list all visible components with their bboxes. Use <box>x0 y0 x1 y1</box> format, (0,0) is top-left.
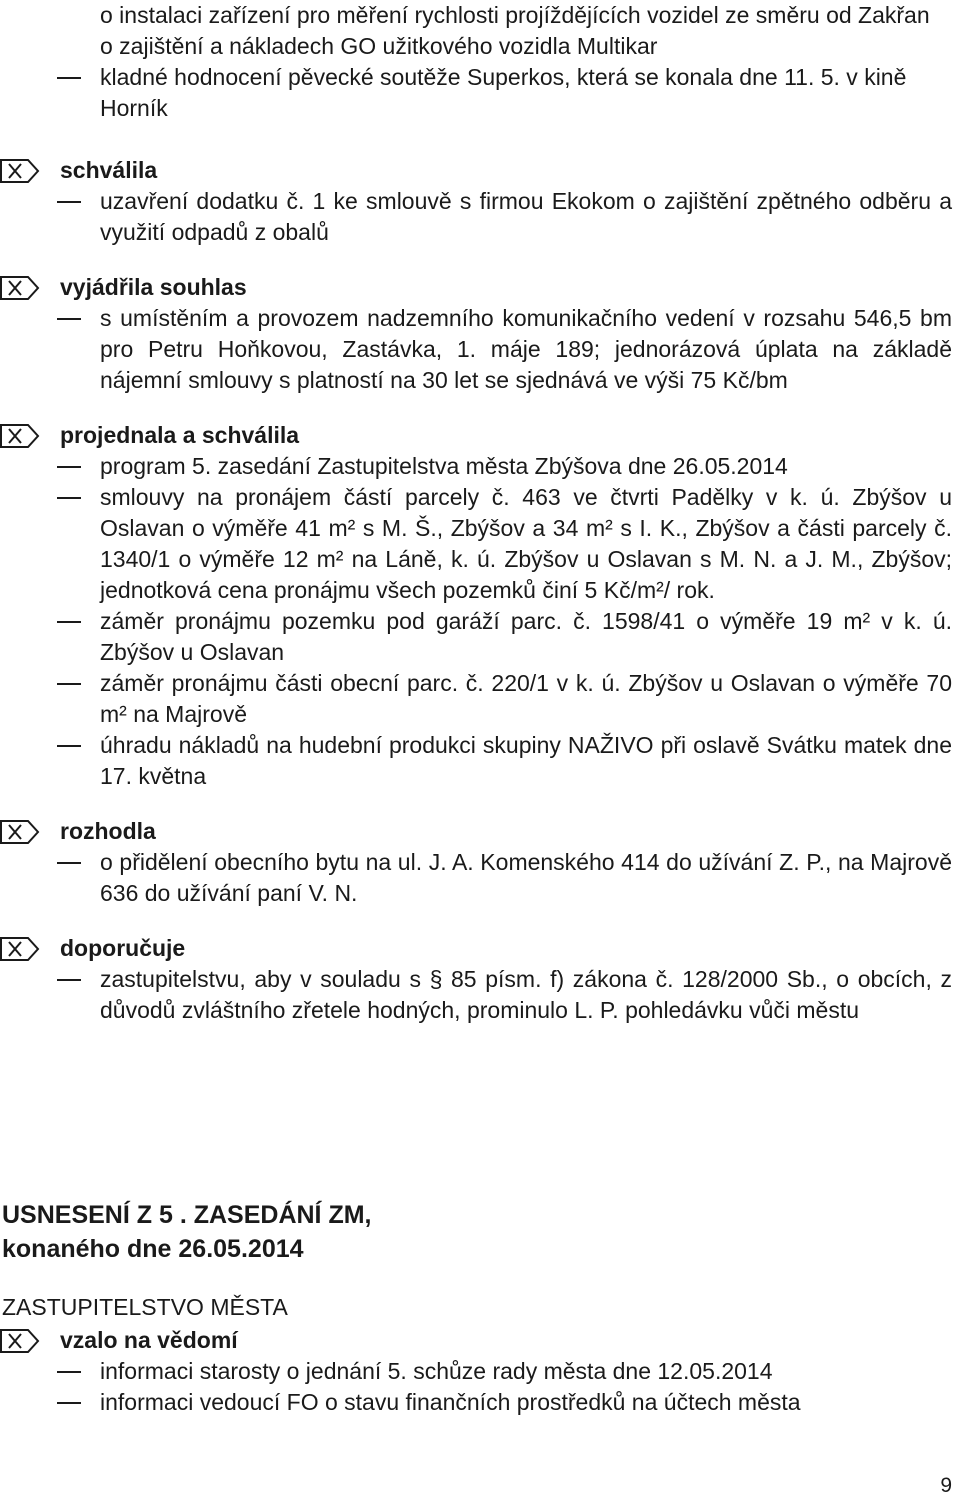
list-item-text: informaci vedoucí FO o stavu finančních prostředků na účtech města <box>100 1389 801 1415</box>
x-arrow-box-icon <box>0 820 40 844</box>
section-title: vzalo na vědomí <box>60 1327 238 1353</box>
resolution-section <box>0 816 960 909</box>
list-item-text: záměr pronájmu části obecní parc. č. 220/1 v k. ú. Zbýšov u Oslavan o výměře 70 m² na Majrově <box>100 670 952 727</box>
list-item-text: informaci starosty o jednání 5. schůze rady města dne 12.05.2014 <box>100 1358 773 1384</box>
list-item-text: o instalaci zařízení pro měření rychlosti projíždějících vozidel ze směru od Zakřan <box>100 2 930 28</box>
heading-title: USNESENÍ Z 5 . ZASEDÁNÍ ZM, <box>2 1201 372 1229</box>
list-item <box>0 482 960 606</box>
resolution-section <box>0 420 960 792</box>
list-item-text: o přidělení obecního bytu na ul. J. A. Komenského 414 do užívání Z. P., na Majrově 636 do užívání paní V. N. <box>100 849 952 906</box>
list-item-text: kladné hodnocení pěvecké soutěže Superkos, která se konala dne 11. 5. v kině Horník <box>100 64 907 121</box>
section-title: projednala a schválila <box>60 422 300 448</box>
page-number: 9 <box>940 1474 952 1497</box>
x-arrow-box-icon <box>0 276 40 300</box>
x-arrow-box-icon <box>0 159 40 183</box>
x-arrow-box-icon <box>0 1329 40 1353</box>
list-item-text: záměr pronájmu pozemku pod garáží parc. č. 1598/41 o výměře 19 m² v k. ú. Zbýšov u Oslavan <box>100 608 952 665</box>
list-item <box>0 303 960 396</box>
dash-marker <box>57 497 81 499</box>
resolution-section <box>0 933 960 1026</box>
dash-marker <box>57 1371 81 1373</box>
dash-marker <box>57 201 81 203</box>
list-item-text: uzavření dodatku č. 1 ke smlouvě s firmou Ekokom o zajištění zpětného odběru a využití odpadů z obalů <box>100 188 952 245</box>
list-item-text: s umístěním a provozem nadzemního komunikačního vedení v rozsahu 546,5 bm pro Petru Hoňkovou, Zastávka, 1. máje 189; jednorázová úplata na základě nájemní smlouvy s platností na 30 let se sjednává ve výši 75 Kč/bm <box>100 305 952 393</box>
section-title: rozhodla <box>60 818 156 844</box>
resolution-heading <box>0 1198 960 1323</box>
resolution-sections <box>0 155 960 1026</box>
x-arrow-box-icon <box>0 424 40 448</box>
section-heading <box>0 933 960 964</box>
section-title: schválila <box>60 157 158 183</box>
list-item <box>0 606 960 668</box>
dash-marker <box>57 466 81 468</box>
list-item <box>0 1356 960 1387</box>
heading-subtitle: ZASTUPITELSTVO MĚSTA <box>2 1294 288 1320</box>
dash-marker <box>57 621 81 623</box>
resolution-section <box>0 155 960 248</box>
dash-marker <box>57 318 81 320</box>
list-item <box>0 186 960 248</box>
section-heading <box>0 1325 960 1356</box>
list-item <box>0 31 960 62</box>
list-item-text: smlouvy na pronájem částí parcely č. 463 ve čtvrti Padělky v k. ú. Zbýšov u Oslavan o výměře 41 m² s M. Š., Zbýšov a 34 m² s I. K., Zbýšov a části parcely č. 1340/1 o výměře 12 m² na Láně, k. ú. Zbýšov u Oslavan s M. N. a J. M., Zbýšov; jednotková cena pronájmu všech pozemků činí 5 Kč/m²/ rok. <box>100 484 952 603</box>
list-item <box>0 1387 960 1418</box>
heading-date: konaného dne 26.05.2014 <box>2 1235 304 1263</box>
list-item-text: zastupitelstvu, aby v souladu s § 85 písm. f) zákona č. 128/2000 Sb., o obcích, z důvodů zvláštního zřetele hodných, prominulo L. P. pohledávku vůči městu <box>100 966 952 1023</box>
dash-marker <box>57 745 81 747</box>
dash-marker <box>57 77 81 79</box>
list-item <box>0 451 960 482</box>
resolution-section <box>0 1325 960 1418</box>
section-heading <box>0 816 960 847</box>
resolution-sections-2 <box>0 1325 960 1418</box>
list-item <box>0 847 960 909</box>
list-item-text: program 5. zasedání Zastupitelstva města Zbýšova dne 26.05.2014 <box>100 453 788 479</box>
list-item-text: o zajištění a nákladech GO užitkového vozidla Multikar <box>100 33 658 59</box>
section-title: vyjádřila souhlas <box>60 274 247 300</box>
dash-marker <box>57 1402 81 1404</box>
dash-marker <box>57 683 81 685</box>
resolution-section <box>0 272 960 396</box>
list-item <box>0 964 960 1026</box>
section-heading <box>0 272 960 303</box>
dash-marker <box>57 862 81 864</box>
x-arrow-box-icon <box>0 937 40 961</box>
section-title: doporučuje <box>60 935 186 961</box>
section-heading <box>0 155 960 186</box>
section-heading <box>0 420 960 451</box>
list-item <box>0 0 960 31</box>
list-item-text: úhradu nákladů na hudební produkci skupiny NAŽIVO při oslavě Svátku matek dne 17. května <box>100 732 952 789</box>
list-item <box>0 668 960 730</box>
top-list <box>0 0 960 124</box>
dash-marker <box>57 979 81 981</box>
list-item <box>0 62 960 124</box>
list-item <box>0 730 960 792</box>
